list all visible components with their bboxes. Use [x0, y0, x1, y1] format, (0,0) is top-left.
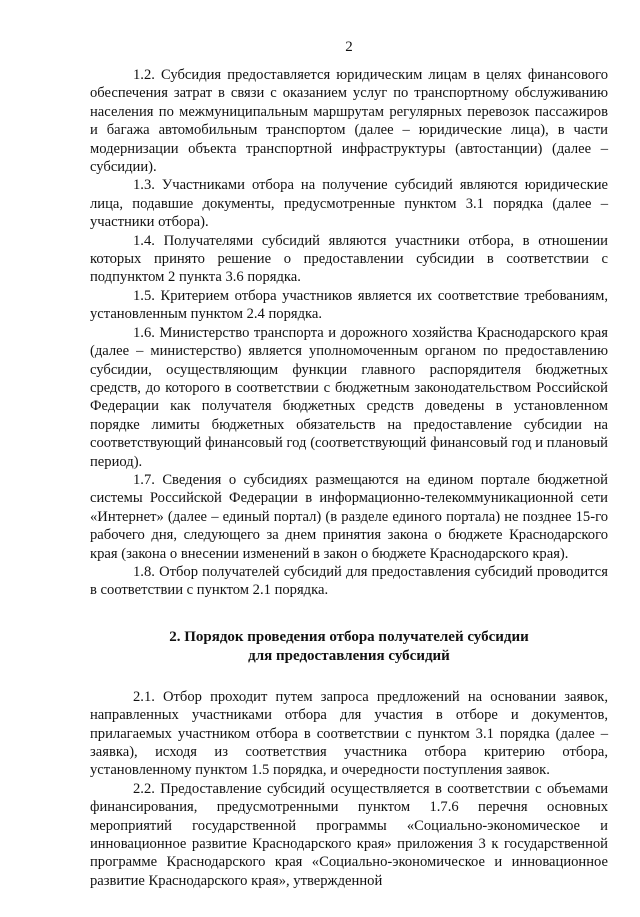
paragraph-1-5: 1.5. Критерием отбора участников является их соответствие требованиям, установленным пунктом 2.4 порядка. — [90, 287, 608, 323]
paragraph-1-2: 1.2. Субсидия предоставляется юридическим лицам в целях финансового обеспечения затрат в связи с оказанием услуг по транспортному обслуживанию населения по межмуниципальным маршрутам регулярных перевозок пассажиров и багажа автомобильным транспортом (далее – юридические лица), в части модернизации объекта транспортной инфраструктуры (автостанции) (далее – субсидии). — [90, 67, 608, 176]
section-1-body — [90, 66, 608, 600]
section-2-heading-line-1: 2. Порядок проведения отбора получателей субсидии — [169, 628, 529, 645]
paragraph-2-1: 2.1. Отбор проходит путем запроса предложений на основании заявок, направленных участниками отбора для участия в отборе и документов, прилагаемых участником отбора в соответствии с пунктом 3.1 порядка (далее – заявка), исходя из соответствия участника отбора критерию отбора, установленному пунктом 1.5 порядка, и очередности поступления заявок. — [90, 688, 608, 779]
page-number: 2 — [345, 39, 353, 55]
paragraph-2-2: 2.2. Предоставление субсидий осуществляется в соответствии с объемами финансирования, предусмотренными пунктом 1.7.6 перечня основных мероприятий государственной программы «Социально-экономическое и инновационное развитие Краснодарского края» приложения 3 к государственной программе Краснодарского края «Социально-экономическое и инновационное развитие Краснодарского края», утвержденной — [90, 780, 608, 889]
paragraph-1-4: 1.4. Получателями субсидий являются участники отбора, в отношении которых принято решение о предоставлении субсидии в соответствии с подпунктом 2 пункта 3.6 порядка. — [90, 232, 608, 286]
section-2-heading-line-2: для предоставления субсидий — [248, 647, 450, 664]
paragraph-1-6: 1.6. Министерство транспорта и дорожного хозяйства Краснодарского края (далее – министерство) является уполномоченным органом по предоставлению субсидии, осуществляющим функции главного распорядителя бюджетных средств, до которого в соответствии с бюджетным законодательством Российской Федерации как получателя бюджетных средств доведены в установленном порядке лимиты бюджетных обязательств на предоставление субсидии на соответствующий финансовый год (соответствующий финансовый год и плановый период). — [90, 324, 608, 470]
section-2-heading — [90, 628, 608, 666]
paragraph-1-8: 1.8. Отбор получателей субсидий для предоставления субсидий проводится в соответствии с пунктом 2.1 порядка. — [90, 563, 608, 599]
section-2-body — [90, 688, 608, 890]
paragraph-1-7: 1.7. Сведения о субсидиях размещаются на едином портале бюджетной системы Российской Федерации в информационно-телекоммуникационной сети «Интернет» (далее – единый портал) (в разделе единого портала) не позднее 15-го рабочего дня, следующего за днем принятия закона о бюджете Краснодарского края (закона о внесении изменений в закон о бюджете Краснодарского края). — [90, 471, 608, 562]
paragraph-1-3: 1.3. Участниками отбора на получение субсидий являются юридические лица, подавшие документы, предусмотренные пунктом 3.1 порядка (далее – участники отбора). — [90, 177, 608, 231]
